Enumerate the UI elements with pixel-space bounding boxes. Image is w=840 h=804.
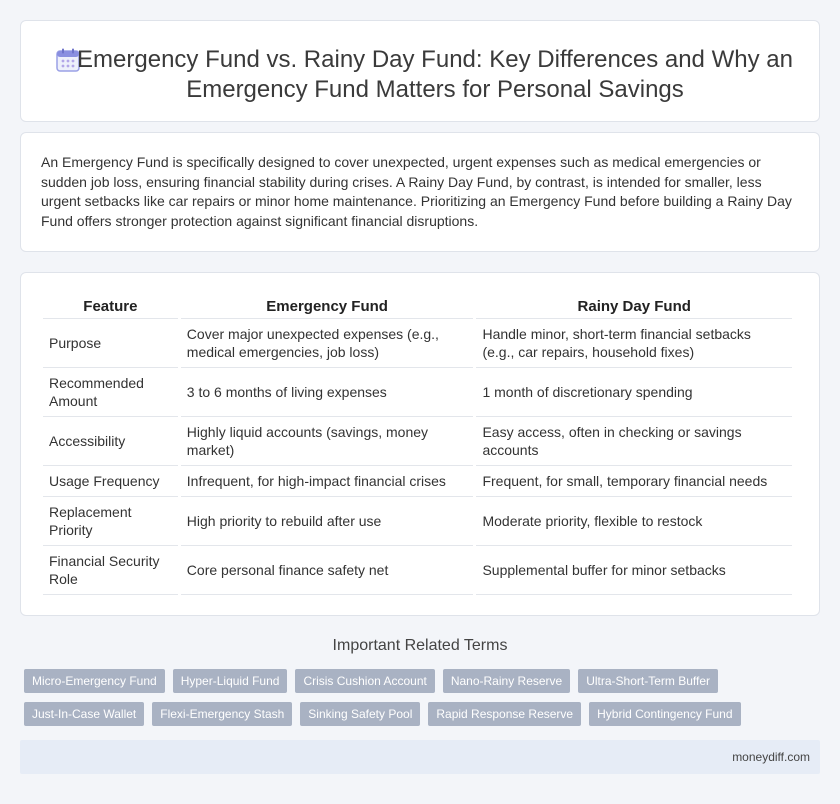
- table-row: [43, 497, 792, 546]
- footer-bar: [20, 740, 820, 774]
- intro-card: [20, 132, 820, 252]
- related-term-tag[interactable]: Crisis Cushion Account: [295, 669, 434, 693]
- related-term-tag[interactable]: Flexi-Emergency Stash: [152, 702, 292, 726]
- comparison-card: [20, 272, 820, 616]
- feature-cell: Recommended Amount: [43, 368, 178, 417]
- feature-cell: Accessibility: [43, 417, 178, 466]
- tag-row: [24, 702, 814, 726]
- footer-site-link[interactable]: moneydiff.com: [732, 750, 810, 764]
- related-terms-tags: [24, 669, 814, 735]
- emergency-fund-cell: 3 to 6 months of living expenses: [181, 368, 474, 417]
- table-row: [43, 417, 792, 466]
- emergency-fund-cell: Core personal finance safety net: [181, 546, 474, 595]
- rainy-day-fund-cell: Frequent, for small, temporary financial needs: [476, 466, 792, 497]
- related-term-tag[interactable]: Micro-Emergency Fund: [24, 669, 165, 693]
- related-term-tag[interactable]: Ultra-Short-Term Buffer: [578, 669, 718, 693]
- rainy-day-fund-cell: Handle minor, short-term financial setbacks (e.g., car repairs, household fixes): [476, 319, 792, 368]
- intro-paragraph: An Emergency Fund is specifically designed to cover unexpected, urgent expenses such as medical emergencies or sudden job loss, ensuring financial stability during crises. A Rainy Day Fund, by contrast, is intended for smaller, less urgent setbacks like car repairs or minor home maintenance. Prioritizing an Emergency Fund before building a Rainy Day Fund offers stronger protection against significant financial disruptions.: [41, 154, 792, 229]
- rainy-day-fund-cell: 1 month of discretionary spending: [476, 368, 792, 417]
- feature-cell: Financial Security Role: [43, 546, 178, 595]
- tag-row: [24, 669, 814, 693]
- related-term-tag[interactable]: Hybrid Contingency Fund: [589, 702, 740, 726]
- emergency-fund-cell: High priority to rebuild after use: [181, 497, 474, 546]
- related-term-tag[interactable]: Just-In-Case Wallet: [24, 702, 144, 726]
- column-header-rainy-day-fund: Rainy Day Fund: [476, 292, 792, 319]
- table-row: [43, 546, 792, 595]
- emergency-fund-cell: Cover major unexpected expenses (e.g., medical emergencies, job loss): [181, 319, 474, 368]
- rainy-day-fund-cell: Moderate priority, flexible to restock: [476, 497, 792, 546]
- table-row: [43, 466, 792, 497]
- table-header-row: [43, 292, 792, 319]
- title-card: [20, 20, 820, 122]
- rainy-day-fund-cell: Easy access, often in checking or savings accounts: [476, 417, 792, 466]
- feature-cell: Usage Frequency: [43, 466, 178, 497]
- rainy-day-fund-cell: Supplemental buffer for minor setbacks: [476, 546, 792, 595]
- related-term-tag[interactable]: Nano-Rainy Reserve: [443, 669, 570, 693]
- feature-cell: Purpose: [43, 319, 178, 368]
- related-term-tag[interactable]: Sinking Safety Pool: [300, 702, 420, 726]
- comparison-table: [40, 292, 795, 595]
- emergency-fund-cell: Highly liquid accounts (savings, money market): [181, 417, 474, 466]
- related-term-tag[interactable]: Rapid Response Reserve: [428, 702, 581, 726]
- column-header-feature: Feature: [43, 292, 178, 319]
- table-row: [43, 368, 792, 417]
- table-row: [43, 319, 792, 368]
- page-title: Emergency Fund vs. Rainy Day Fund: Key Differences and Why an Emergency Fund Matters for Personal Savings: [77, 46, 793, 103]
- feature-cell: Replacement Priority: [43, 497, 178, 546]
- column-header-emergency-fund: Emergency Fund: [181, 292, 474, 319]
- emergency-fund-cell: Infrequent, for high-impact financial crises: [181, 466, 474, 497]
- related-terms-title: Important Related Terms: [332, 637, 508, 654]
- related-term-tag[interactable]: Hyper-Liquid Fund: [173, 669, 288, 693]
